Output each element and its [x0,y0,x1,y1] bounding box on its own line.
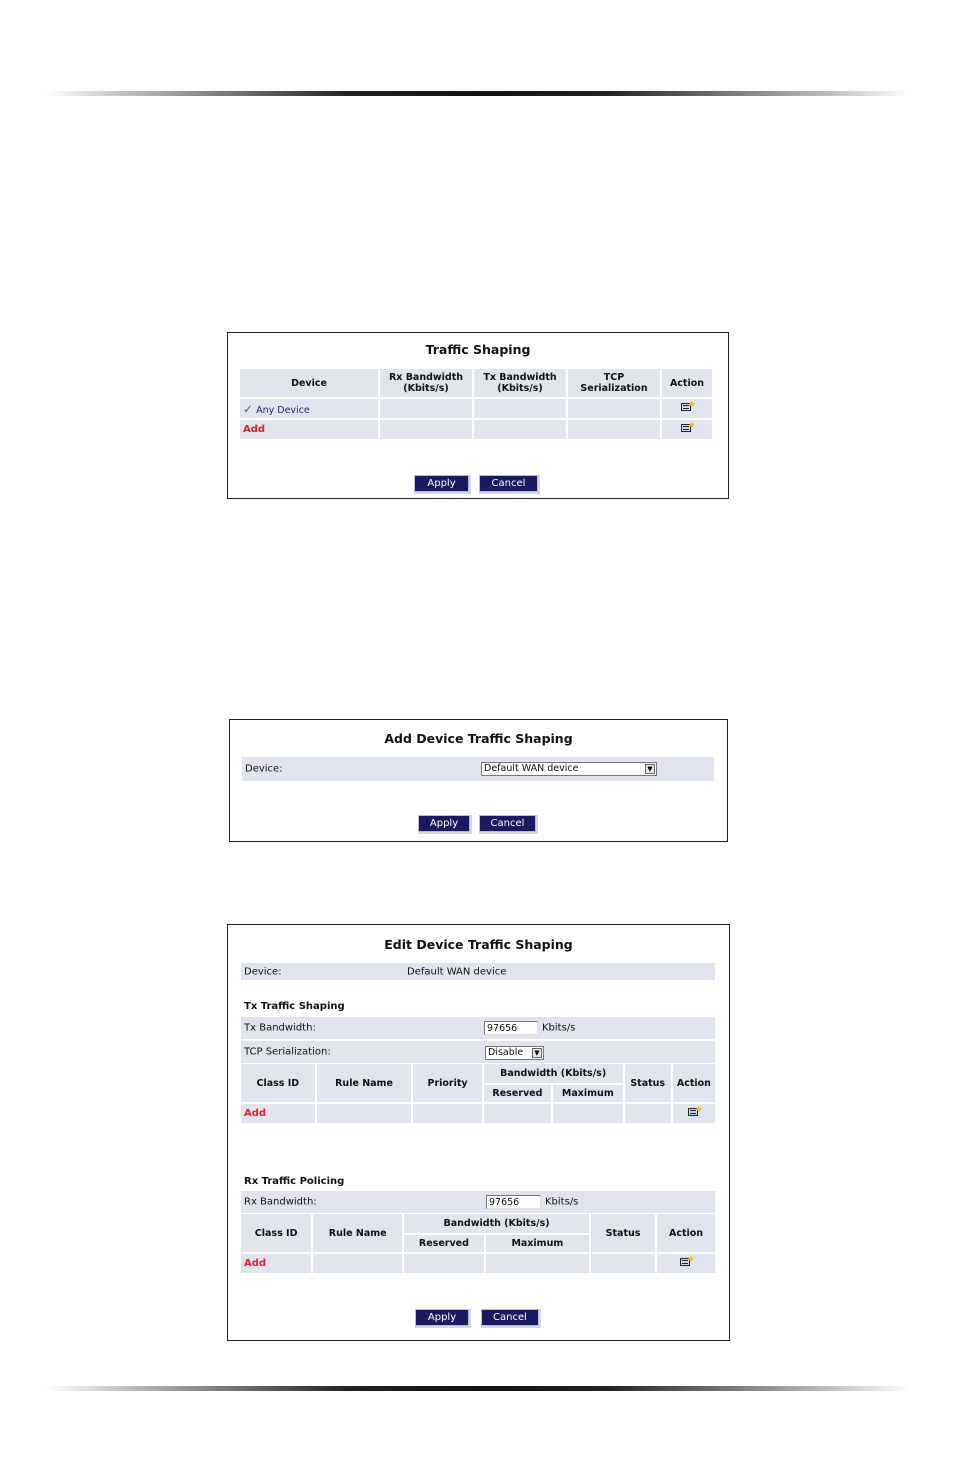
add-device-panel [229,719,728,842]
apply-button[interactable]: Apply [416,1310,468,1325]
rx-bandwidth-row [241,1191,715,1213]
devices-table [238,367,714,441]
action-cell [657,1254,715,1273]
apply-button[interactable]: Apply [415,476,468,491]
device-link[interactable]: Any Device [256,404,310,416]
device-select-value: Default WAN device [484,763,579,774]
action-cell [662,420,712,439]
cancel-button[interactable]: Cancel [480,476,537,491]
table-header-row [241,1064,715,1083]
header-action: Action [657,1214,715,1252]
action-cell [662,399,712,418]
tx-classes-table [239,1062,717,1125]
device-label: Device: [244,966,282,977]
tx-cell [474,399,566,418]
device-row [241,963,715,980]
device-select[interactable] [481,762,657,776]
header-rx-bandwidth: Rx Bandwidth (Kbits/s) [380,369,472,397]
rx-bandwidth-unit: Kbits/s [545,1196,579,1208]
header-tcp-serialization: TCP Serialization [568,369,660,397]
page-title: Traffic Shaping [425,342,531,357]
table-header-row [241,1214,715,1233]
header-status: Status [625,1064,671,1102]
edit-icon[interactable] [681,402,693,412]
device-row [242,757,714,781]
tx-bandwidth-input[interactable]: 97656 [484,1021,538,1035]
bottom-divider [45,1386,911,1391]
add-row [241,1104,715,1123]
edit-device-panel [227,924,730,1341]
header-bandwidth: Bandwidth (Kbits/s) [404,1214,589,1233]
tcp-serialization-value: Disable [488,1047,524,1058]
table-row [240,399,712,418]
header-status: Status [591,1214,655,1252]
rx-bandwidth-label: Rx Bandwidth: [244,1196,317,1208]
cancel-button[interactable]: Cancel [480,816,535,831]
action-cell [673,1104,715,1123]
header-action: Action [662,369,712,397]
top-divider [45,91,911,96]
cancel-button[interactable]: Cancel [482,1310,538,1325]
tx-section-title: Tx Traffic Shaping [244,1001,345,1012]
tcp-cell [568,399,660,418]
tx-bandwidth-unit: Kbits/s [542,1022,576,1034]
add-entry-icon[interactable] [688,1107,700,1117]
add-entry-icon[interactable] [680,1257,692,1267]
header-class-id: Class ID [241,1064,315,1102]
header-maximum: Maximum [486,1235,589,1252]
header-rule-name: Rule Name [317,1064,412,1102]
add-link[interactable]: Add [241,1254,311,1273]
page-title: Edit Device Traffic Shaping [384,937,573,952]
check-icon: ✓ [243,401,254,416]
tcp-serialization-select[interactable] [485,1046,544,1060]
apply-button[interactable]: Apply [419,816,469,831]
device-value: Default WAN device [407,966,507,977]
header-bandwidth: Bandwidth (Kbits/s) [484,1064,623,1083]
add-link[interactable]: Add [241,1104,315,1123]
traffic-shaping-panel [227,332,729,499]
table-header-row [240,369,712,397]
rx-classes-table [239,1212,717,1275]
chevron-down-icon: ▼ [645,764,655,774]
tx-bandwidth-row [241,1017,715,1039]
header-reserved: Reserved [484,1085,551,1102]
add-entry-icon[interactable] [681,423,693,433]
device-label: Device: [245,763,283,775]
device-cell [240,399,378,418]
rx-cell [380,399,472,418]
header-device: Device [240,369,378,397]
tcp-serialization-row [241,1041,715,1063]
page-title: Add Device Traffic Shaping [384,731,573,746]
header-reserved: Reserved [404,1235,484,1252]
add-link[interactable]: Add [240,420,378,439]
rx-bandwidth-input[interactable]: 97656 [486,1195,541,1209]
header-priority: Priority [413,1064,481,1102]
rx-section-title: Rx Traffic Policing [244,1176,345,1187]
header-class-id: Class ID [241,1214,311,1252]
header-action: Action [673,1064,715,1102]
tcp-serialization-label: TCP Serialization: [244,1046,331,1058]
header-maximum: Maximum [553,1085,622,1102]
header-tx-bandwidth: Tx Bandwidth (Kbits/s) [474,369,566,397]
tx-bandwidth-label: Tx Bandwidth: [244,1022,316,1034]
header-rule-name: Rule Name [313,1214,402,1252]
add-row [240,420,712,439]
chevron-down-icon: ▼ [532,1048,542,1058]
add-row [241,1254,715,1273]
